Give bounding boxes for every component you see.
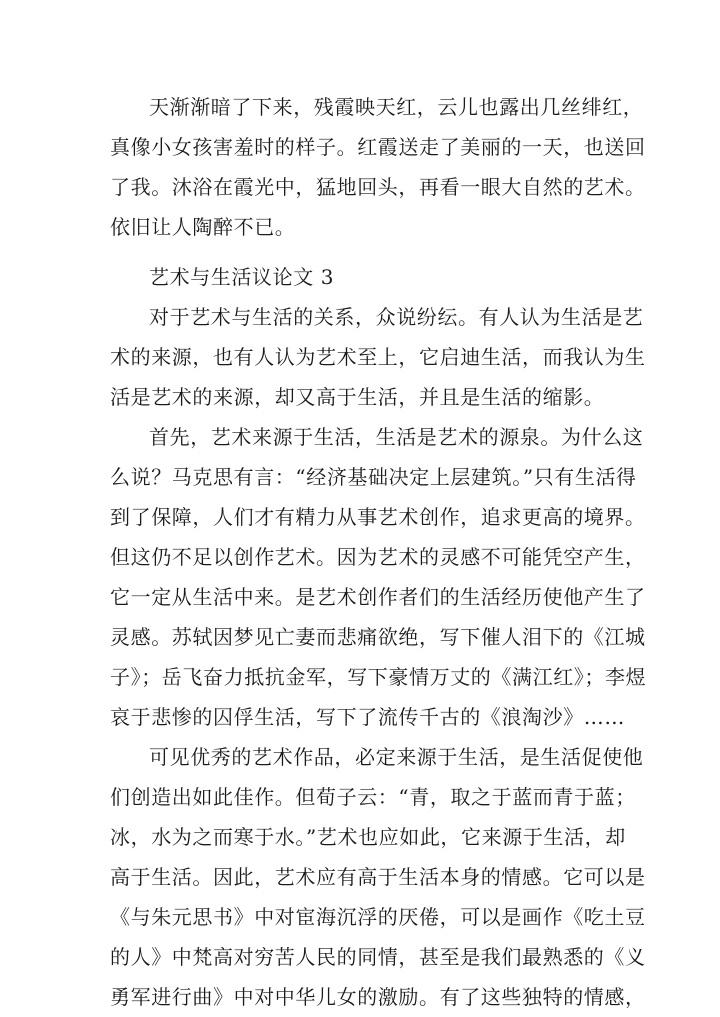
- text-line: 它一定从生活中来。是艺术创作者们的生活经历使他产生了: [110, 585, 646, 609]
- text-line: 活是艺术的来源，却又高于生活，并且是生活的缩影。: [110, 385, 605, 409]
- text-line: 天渐渐暗了下来，残霞映天红，云儿也露出几丝绯红，: [149, 95, 644, 119]
- text-line: 真像小女孩害羞时的样子。红霞送走了美丽的一天，也送回: [110, 135, 646, 159]
- text-line: 子》；岳飞奋力抵抗金军，写下豪情万丈的《满江红》；李煜: [110, 665, 647, 689]
- text-line: 《与朱元思书》中对宦海沉浮的厌倦，可以是画作《吃土豆: [110, 905, 646, 929]
- text-line: 到了保障，人们才有精力从事艺术创作，追求更高的境界。: [110, 505, 646, 529]
- section-heading: 艺术与生活议论文 3: [149, 265, 335, 289]
- text-line: 勇军进行曲》中对中华儿女的激励。有了这些独特的情感，: [110, 985, 646, 1009]
- text-line: 的人》中梵高对穷苦人民的同情，甚至是我们最熟悉的《义: [110, 945, 646, 969]
- text-line: 但这仍不足以创作艺术。因为艺术的灵感不可能凭空产生，: [110, 545, 646, 569]
- text-line: 高于生活。因此，艺术应有高于生活本身的情感。它可以是: [110, 865, 646, 889]
- text-line: 依旧让人陶醉不已。: [110, 215, 296, 239]
- text-line: 可见优秀的艺术作品，必定来源于生活，是生活促使他: [149, 745, 644, 769]
- text-line: 术的来源，也有人认为艺术至上，它启迪生活，而我认为生: [110, 345, 646, 369]
- text-line: 首先，艺术来源于生活，生活是艺术的源泉。为什么这: [149, 425, 644, 449]
- text-line: 对于艺术与生活的关系，众说纷纭。有人认为生活是艺: [149, 305, 644, 329]
- text-line: 冰，水为之而寒于水。”艺术也应如此，它来源于生活，却: [110, 825, 626, 849]
- text-line: 们创造出如此佳作。但荀子云：“青，取之于蓝而青于蓝；: [110, 785, 636, 809]
- text-line: 了我。沐浴在霞光中，猛地回头，再看一眼大自然的艺术。: [110, 175, 646, 199]
- text-line: 么说？马克思有言：“经济基础决定上层建筑。”只有生活得: [110, 465, 637, 489]
- text-line: 哀于悲惨的囚俘生活，写下了流传千古的《浪淘沙》……: [110, 705, 625, 729]
- text-line: 灵感。苏轼因梦见亡妻而悲痛欲绝，写下催人泪下的《江城: [110, 625, 646, 649]
